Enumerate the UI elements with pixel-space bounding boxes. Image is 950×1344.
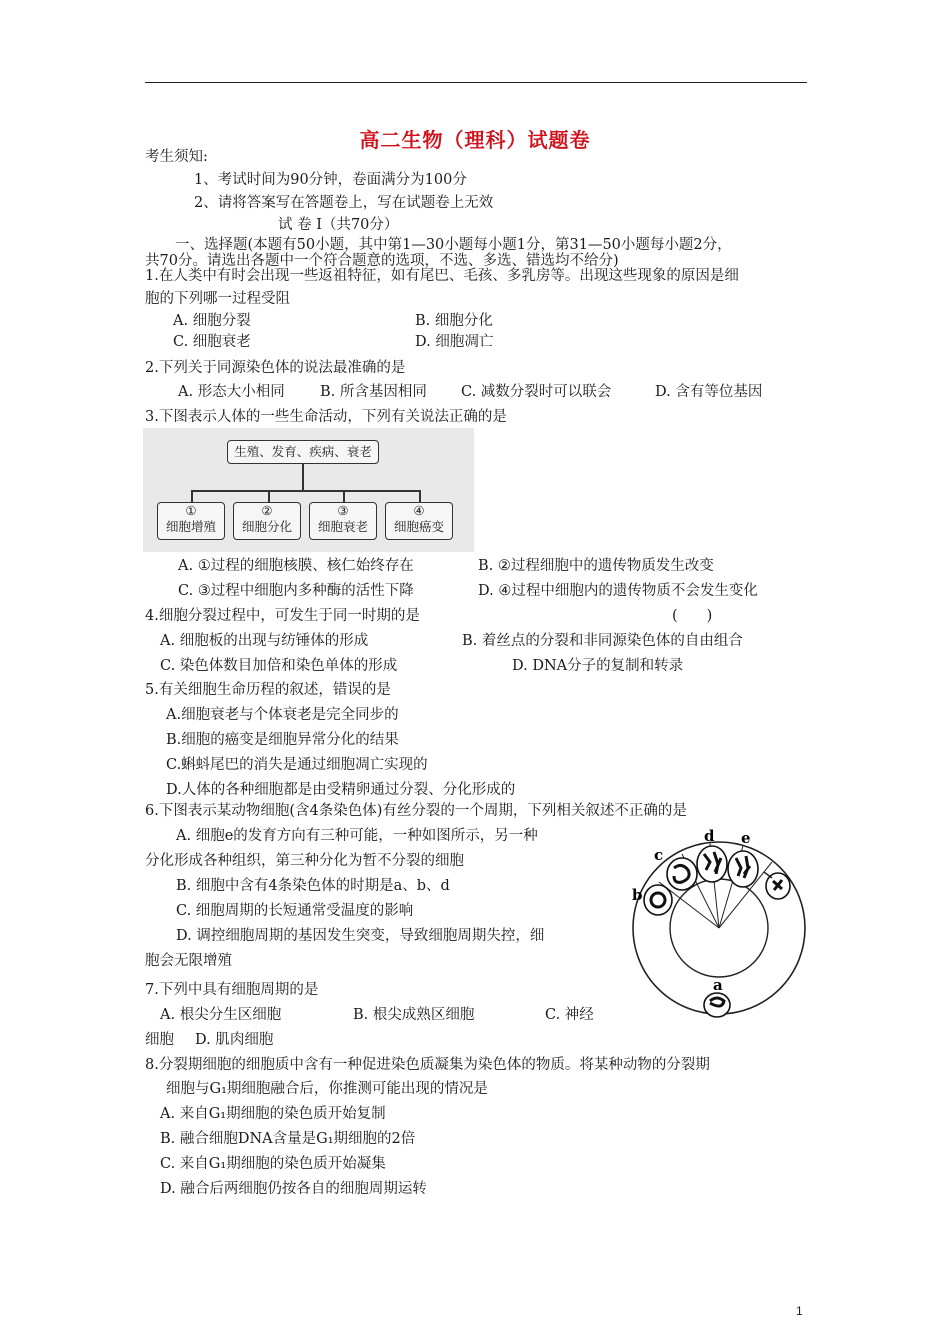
- q7-option-a: A. 根尖分生区细胞: [160, 1007, 282, 1023]
- q1-stem-line-2: 胞的下列哪一过程受阻: [145, 291, 290, 307]
- q4-option-b: B. 着丝点的分裂和非同源染色体的自由组合: [462, 633, 743, 649]
- flow-box-1: [157, 502, 225, 540]
- q8-stem-line-1: 8.分裂期细胞的细胞质中含有一种促进染色质凝集为染色体的物质。将某种动物的分裂期: [145, 1057, 710, 1073]
- q1-option-c: C. 细胞衰老: [173, 334, 251, 350]
- instructions-line-2: 共70分。请选出各题中一个符合题意的选项，不选、多选、错选均不给分): [145, 253, 619, 269]
- cell-d: [697, 846, 727, 882]
- label-d: d: [704, 827, 715, 845]
- section-title: 试 卷 Ⅰ（共70分）: [278, 217, 399, 233]
- q1-option-b: B. 细胞分化: [415, 313, 493, 329]
- label-e: e: [741, 829, 751, 847]
- flow-branch-1: [191, 490, 193, 502]
- q8-option-b: B. 融合细胞DNA含量是G₁期细胞的2倍: [160, 1131, 416, 1147]
- q4-option-d: D. DNA分子的复制和转录: [512, 658, 684, 674]
- q3-flow-diagram: [143, 428, 474, 552]
- notice-item-2: 2、请将答案写在答题卷上，写在试题卷上无效: [194, 195, 494, 211]
- notice-item-1: 1、考试时间为90分钟，卷面满分为100分: [194, 172, 467, 188]
- flow-box-2-num: ②: [261, 503, 273, 518]
- flow-box-2: [233, 502, 301, 540]
- q2-option-d: D. 含有等位基因: [655, 384, 763, 400]
- q4-answer-bracket: ( ): [672, 608, 713, 624]
- flow-branch-4: [419, 490, 421, 502]
- q8-stem-line-2: 细胞与G₁期细胞融合后，你推测可能出现的情况是: [166, 1081, 488, 1097]
- q1-option-d: D. 细胞凋亡: [415, 334, 494, 350]
- q5-option-d: D.人体的各种细胞都是由受精卵通过分裂、分化形成的: [166, 782, 516, 798]
- flow-connector-horizontal: [191, 490, 421, 492]
- flow-box-2-label: 细胞分化: [241, 519, 292, 534]
- q6-option-d-line-2: 胞会无限增殖: [145, 953, 232, 969]
- flow-branch-3: [343, 490, 345, 502]
- q2-stem: 2.下列关于同源染色体的说法最准确的是: [145, 360, 406, 376]
- flow-box-4-num: ④: [413, 503, 425, 518]
- label-b: b: [632, 886, 643, 904]
- flow-box-3-label: 细胞衰老: [317, 519, 368, 534]
- q2-option-a: A. 形态大小相同: [178, 384, 285, 400]
- q8-option-c: C. 来自G₁期细胞的染色质开始凝集: [160, 1156, 386, 1172]
- flow-box-1-label: 细胞增殖: [165, 519, 216, 534]
- q7-option-c-cont: 细胞: [145, 1032, 174, 1048]
- q3-option-d: D. ④过程中细胞内的遗传物质不会发生变化: [478, 583, 758, 599]
- flow-box-4: [385, 502, 453, 540]
- flow-box-3-num: ③: [337, 503, 349, 518]
- q7-option-d: D. 肌肉细胞: [195, 1032, 274, 1048]
- cell-c: [667, 858, 697, 890]
- q2-option-b: B. 所含基因相同: [320, 384, 427, 400]
- q8-option-d: D. 融合后两细胞仍按各自的细胞周期运转: [160, 1181, 427, 1197]
- q2-option-c: C. 减数分裂时可以联会: [461, 384, 612, 400]
- q6-option-a-line-1: A. 细胞e的发育方向有三种可能，一种如图所示，另一种: [176, 828, 538, 844]
- q7-stem: 7.下列中具有细胞周期的是: [145, 982, 319, 998]
- q5-option-b: B.细胞的癌变是细胞异常分化的结果: [166, 732, 399, 748]
- q6-option-a-line-2: 分化形成各种组织，第三种分化为暂不分裂的细胞: [145, 853, 464, 869]
- flow-box-3: [309, 502, 377, 540]
- q4-stem: 4.细胞分裂过程中，可发生于同一时期的是: [145, 608, 420, 624]
- q3-option-c: C. ③过程中细胞内多种酶的活性下降: [178, 583, 414, 599]
- q1-stem-line-1: 1.在人类中有时会出现一些返祖特征，如有尾巴、毛孩、多乳房等。出现这些现象的原因是细: [145, 268, 739, 284]
- flow-connector-vertical: [302, 464, 304, 490]
- notice-heading: 考生须知:: [145, 149, 208, 165]
- q3-stem: 3.下图表示人体的一些生命活动，下列有关说法正确的是: [145, 409, 507, 425]
- cell-e: [728, 851, 758, 887]
- flow-box-1-num: ①: [185, 503, 197, 518]
- q5-option-a: A.细胞衰老与个体衰老是完全同步的: [166, 707, 399, 723]
- page-number: 1: [796, 1304, 803, 1318]
- q4-option-c: C. 染色体数目加倍和染色单体的形成: [160, 658, 398, 674]
- page-title: 高二生物（理科）试题卷: [359, 128, 591, 152]
- instructions-line-1: 一、选择题(本题有50小题，其中第1—30小题每小题1分，第31—50小题每小题2分，: [175, 237, 732, 253]
- label-c: c: [654, 846, 664, 864]
- q3-option-b: B. ②过程细胞中的遗传物质发生改变: [478, 558, 714, 574]
- cell-b: [644, 885, 672, 915]
- cell-cycle-diagram: [624, 824, 814, 1020]
- flow-branch-2: [268, 490, 270, 502]
- q6-option-c: C. 细胞周期的长短通常受温度的影响: [176, 903, 414, 919]
- q8-option-a: A. 来自G₁期细胞的染色质开始复制: [160, 1106, 386, 1122]
- q7-option-b: B. 根尖成熟区细胞: [353, 1007, 475, 1023]
- q4-option-a: A. 细胞板的出现与纺锤体的形成: [160, 633, 369, 649]
- q7-option-c: C. 神经: [545, 1007, 594, 1023]
- q6-option-b: B. 细胞中含有4条染色体的时期是a、b、d: [176, 878, 450, 894]
- q1-option-a: A. 细胞分裂: [173, 313, 251, 329]
- header-rule: [145, 82, 807, 83]
- q3-option-a: A. ①过程的细胞核膜、核仁始终存在: [178, 558, 414, 574]
- q5-stem: 5.有关细胞生命历程的叙述，错误的是: [145, 682, 391, 698]
- q6-stem: 6.下图表示某动物细胞(含4条染色体)有丝分裂的一个周期，下列相关叙述不正确的是: [145, 803, 687, 819]
- q5-option-c: C.蝌蚪尾巴的消失是通过细胞凋亡实现的: [166, 757, 428, 773]
- flow-top-box: 生殖、发育、疾病、衰老: [227, 440, 379, 464]
- label-a: a: [713, 976, 723, 994]
- q6-option-d-line-1: D. 调控细胞周期的基因发生突变，导致细胞周期失控，细: [176, 928, 545, 944]
- flow-box-4-label: 细胞癌变: [393, 519, 444, 534]
